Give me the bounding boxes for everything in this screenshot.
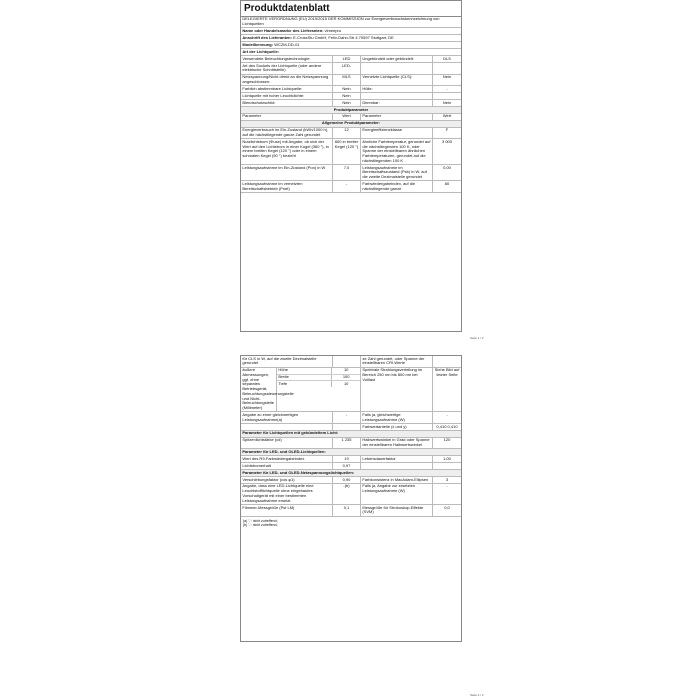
brand-label: Name oder Handelsmarke des Lieferanten:	[242, 28, 324, 34]
col-param-1: Parameter	[241, 114, 333, 120]
table-cell: 0,00	[443, 164, 451, 170]
table-cell: Hülle:	[361, 86, 433, 92]
dimensions-label: äußere Abmessungen, ggf. ohne separates Betriebsgerät, Beleuchtungssteuerungsteile und Nicht-Beleuchtungsteile (Millimeter)	[242, 367, 294, 410]
table-cell: Falls ja, Angabe zur ersetzten Leistungsaufnahme (W)	[361, 484, 433, 504]
table-row	[241, 63, 461, 75]
table-cell: Verwendete Beleuchtungstechnologie:	[241, 56, 333, 62]
table-cell: Netzspannung/Nicht direkt an die Netzspannung angeschlossen:	[241, 75, 333, 86]
table-cell: Farbwertanteile (x und y)	[361, 424, 433, 430]
table-cell: 0,90	[333, 477, 361, 483]
table-cell: Energieeffizienzklasse	[361, 128, 433, 139]
table-cell: 3 000	[441, 138, 452, 144]
table-cell: 7,0	[333, 165, 361, 180]
dim-depth-label: Tiefe	[277, 381, 332, 387]
table-cell: 0,0	[444, 504, 450, 510]
page-number-2: Seite 2 / 2	[470, 693, 484, 697]
table-cell: 12	[333, 128, 361, 139]
page-number-1: Seite 1 / 2	[470, 336, 484, 340]
table-row	[241, 181, 461, 193]
allgemein-header: Allgemeine Produktparameter:	[321, 120, 381, 126]
spectral-value: Siehe Bild auf letzter Seite	[434, 367, 460, 377]
datasheet-page-1	[240, 0, 462, 332]
table-row	[241, 75, 461, 87]
table-cell: Spitzenlichtstärke (cd)	[241, 438, 333, 449]
page-title: Produktdatenblatt	[241, 1, 461, 17]
table-cell: -	[446, 483, 448, 489]
table-cell: Farbwiedergabeindex, auf die nächstliegende ganze	[361, 181, 433, 192]
table-cell: Energieverbrauch im Ein-Zustand (kWh/1000 h), auf die nächstliegende ganze Zahl gerundet	[241, 128, 333, 139]
model-label: Modellkennung:	[242, 41, 274, 47]
model-value: WCZM-DD-01	[274, 41, 300, 47]
table-cell: Nutzlichtstrom (Φuse) mit Angabe, ob sich der Wert auf den Lichtstrom in einer Kugel (360 °), in einem breiten Kegel (120 °) oder in einem schmalen Kegel (90 °) bezieht	[241, 139, 333, 164]
table-cell: Halbwertswinkel in Grad oder Spanne der einstellbaren Halbwertswinkel	[361, 438, 433, 449]
table-cell: 3	[445, 476, 449, 482]
table-cell: Messgröße für Stroboskop-Effekte (SVM)	[361, 505, 433, 516]
table-cell: MLS	[333, 75, 361, 86]
table-cell: Lichtstromerhalt	[241, 463, 333, 469]
table-cell	[433, 93, 461, 99]
table-cell: 0,1	[333, 505, 361, 516]
table-cell: Leistungsaufnahme im Bereitschaftszustand (Psb) in W, auf die zweite Dezimalstelle gerundet	[361, 165, 433, 180]
table-cell: Angabe, dass eine LED-Lichtquelle eine Leuchtstofflichtquelle ohne eingebautes Vorschaltgerät mit einer bestimmten Leistungsaufnahme ersetzt.	[241, 484, 333, 504]
table-cell: ähnliche Farbtemperatur, gerundet auf die nächstliegenden 100 K, oder Spanne der einstellbaren ähnlichen Farbtemperaturen, gerundet auf die nächstliegenden 100 K	[361, 139, 433, 164]
table-cell: -	[333, 412, 361, 423]
footnote-a: (a) '-': nicht zutreffend;	[243, 518, 278, 523]
table-cell: 1,00	[443, 455, 451, 461]
table-row	[241, 484, 461, 505]
brand-value: vimeepro	[324, 28, 342, 34]
table-cell: Verschiebungsfaktor (cos φ1)	[241, 477, 333, 483]
table-cell: Lebensdauerfaktor	[361, 456, 433, 462]
table-cell	[241, 424, 333, 430]
table-cell: Leistungsaufnahme im vernetzten Bereitschaftsbetrieb (Pnet)	[241, 181, 333, 192]
table-cell: 1 235	[333, 438, 361, 449]
table-cell: 0,97	[333, 463, 361, 469]
table-cell: Lichtquelle mit hoher Leuchtdichte:	[241, 93, 333, 99]
table-cell: Nein	[333, 93, 361, 99]
table-cell: Wert des R9-Farbwiedergabeindex	[241, 456, 333, 462]
table-row	[241, 456, 461, 463]
table-cell: Vernetzte Lichtquelle (CLS):	[361, 75, 433, 86]
table-cell	[433, 463, 461, 469]
table-cell: -	[446, 85, 448, 91]
table-cell	[361, 63, 433, 74]
table-row	[241, 56, 461, 63]
table-row	[241, 100, 461, 107]
col-wert-1: Wert	[333, 114, 361, 120]
table-cell	[361, 93, 433, 99]
dimensions-row	[241, 368, 461, 413]
table-cell: -	[333, 181, 361, 192]
table-cell: Falls ja, gleichwertige Leistungsaufnahme (W)	[361, 412, 433, 423]
spectral-label: Spektrale Strahlungsverteilung im Bereich 250 nm bis 800 nm bei Volllast	[361, 368, 433, 412]
table-row	[241, 128, 461, 140]
dim-width-label: Breite	[277, 375, 332, 381]
table-cell: 0,410 0,410	[436, 423, 458, 429]
col-wert-2: Wert	[442, 113, 452, 119]
produkt-header: Produktparameter	[333, 106, 369, 112]
table-cell: DLS	[443, 55, 451, 61]
table-cell: Farbkonsistenz in MacAdam-Ellipsen	[361, 477, 433, 483]
light-type-label: Art der Lichtquelle:	[242, 48, 280, 54]
table-cell: Leistungsaufnahme im Ein-Zustand (Pon) in W	[241, 165, 333, 180]
table-cell: LED	[333, 56, 361, 62]
dim-width-value: 100	[342, 374, 350, 380]
footnotes	[241, 517, 461, 529]
table-cell	[433, 63, 461, 74]
table-cell: -(b)	[333, 484, 361, 504]
table-cell: Nein	[442, 99, 452, 105]
table-row	[241, 412, 461, 424]
dim-height-label: Höhe	[277, 368, 332, 374]
gebuendelt-header: Parameter für Lichtquellen mit gebündeltem Licht:	[242, 430, 339, 436]
table-cell: Ungebündelt oder gebündelt:	[361, 56, 433, 62]
table-cell: Blendschutzschild:	[241, 100, 333, 106]
col-param-2: Parameter	[361, 114, 433, 120]
continued-cell-c: ze Zahl gerundet, oder Spanne der einstellbaren CRI-Werte	[361, 356, 433, 367]
dim-depth-value: 10	[343, 381, 349, 387]
datasheet-page-2	[240, 355, 462, 642]
dimensions-table	[277, 368, 361, 412]
regulation-line: DELEGIERTE VERORDNUNG (EU) 2019/2015 DER KOMMISSION zur Energieverbrauchskennzeichnung von Lichtquellen	[242, 16, 440, 27]
table-cell: 600 in breiter Kegel (120 °)	[333, 139, 361, 164]
table-cell	[361, 463, 433, 469]
table-cell: Nein	[333, 86, 361, 92]
table-cell: Flimmer-Messgröße (Pst LM)	[241, 505, 333, 516]
table-cell: F	[445, 127, 449, 133]
table-cell: 120	[443, 437, 451, 443]
table-row	[241, 505, 461, 517]
table-row	[241, 438, 461, 450]
led-header: Parameter für LED- und OLED-Lichtquellen:	[242, 448, 326, 454]
netz-header: Parameter für LED- und OLED-Netzspannungslichtquellen:	[242, 469, 355, 475]
table-cell: Nein	[442, 74, 452, 80]
dim-height-value: 10	[343, 367, 349, 373]
table-cell: Dimmbar:	[361, 100, 433, 106]
table-cell: Art des Sockels der Lichtquelle (oder andere elektrische Schnittstelle)	[241, 63, 333, 74]
table-cell: LED-	[333, 63, 361, 74]
table-cell: 19	[333, 456, 361, 462]
continued-cell-a: für CLS in W, auf die zweite Dezimalstelle gerundet	[241, 356, 333, 367]
table-cell: Angabe zu einer gleichwertigen Leistungsaufnahme(a)	[241, 412, 333, 423]
table-cell: Nein	[333, 100, 361, 106]
address-label: Anschrift des Lieferanten:	[242, 34, 292, 40]
table-row	[241, 93, 461, 100]
table-cell: -	[446, 411, 448, 417]
footnote-b: (b) '-': nicht zutreffend;	[243, 522, 278, 527]
address-value: E-CrossStu GmbH, Felix-Dahn-Str 4 70597 Stuttgart, DE	[293, 34, 394, 40]
table-cell: 80	[444, 180, 450, 186]
table-row	[241, 165, 461, 181]
table-cell	[333, 424, 361, 430]
table-row	[241, 139, 461, 165]
table-cell: Farblich abstimmbare Lichtquelle:	[241, 86, 333, 92]
